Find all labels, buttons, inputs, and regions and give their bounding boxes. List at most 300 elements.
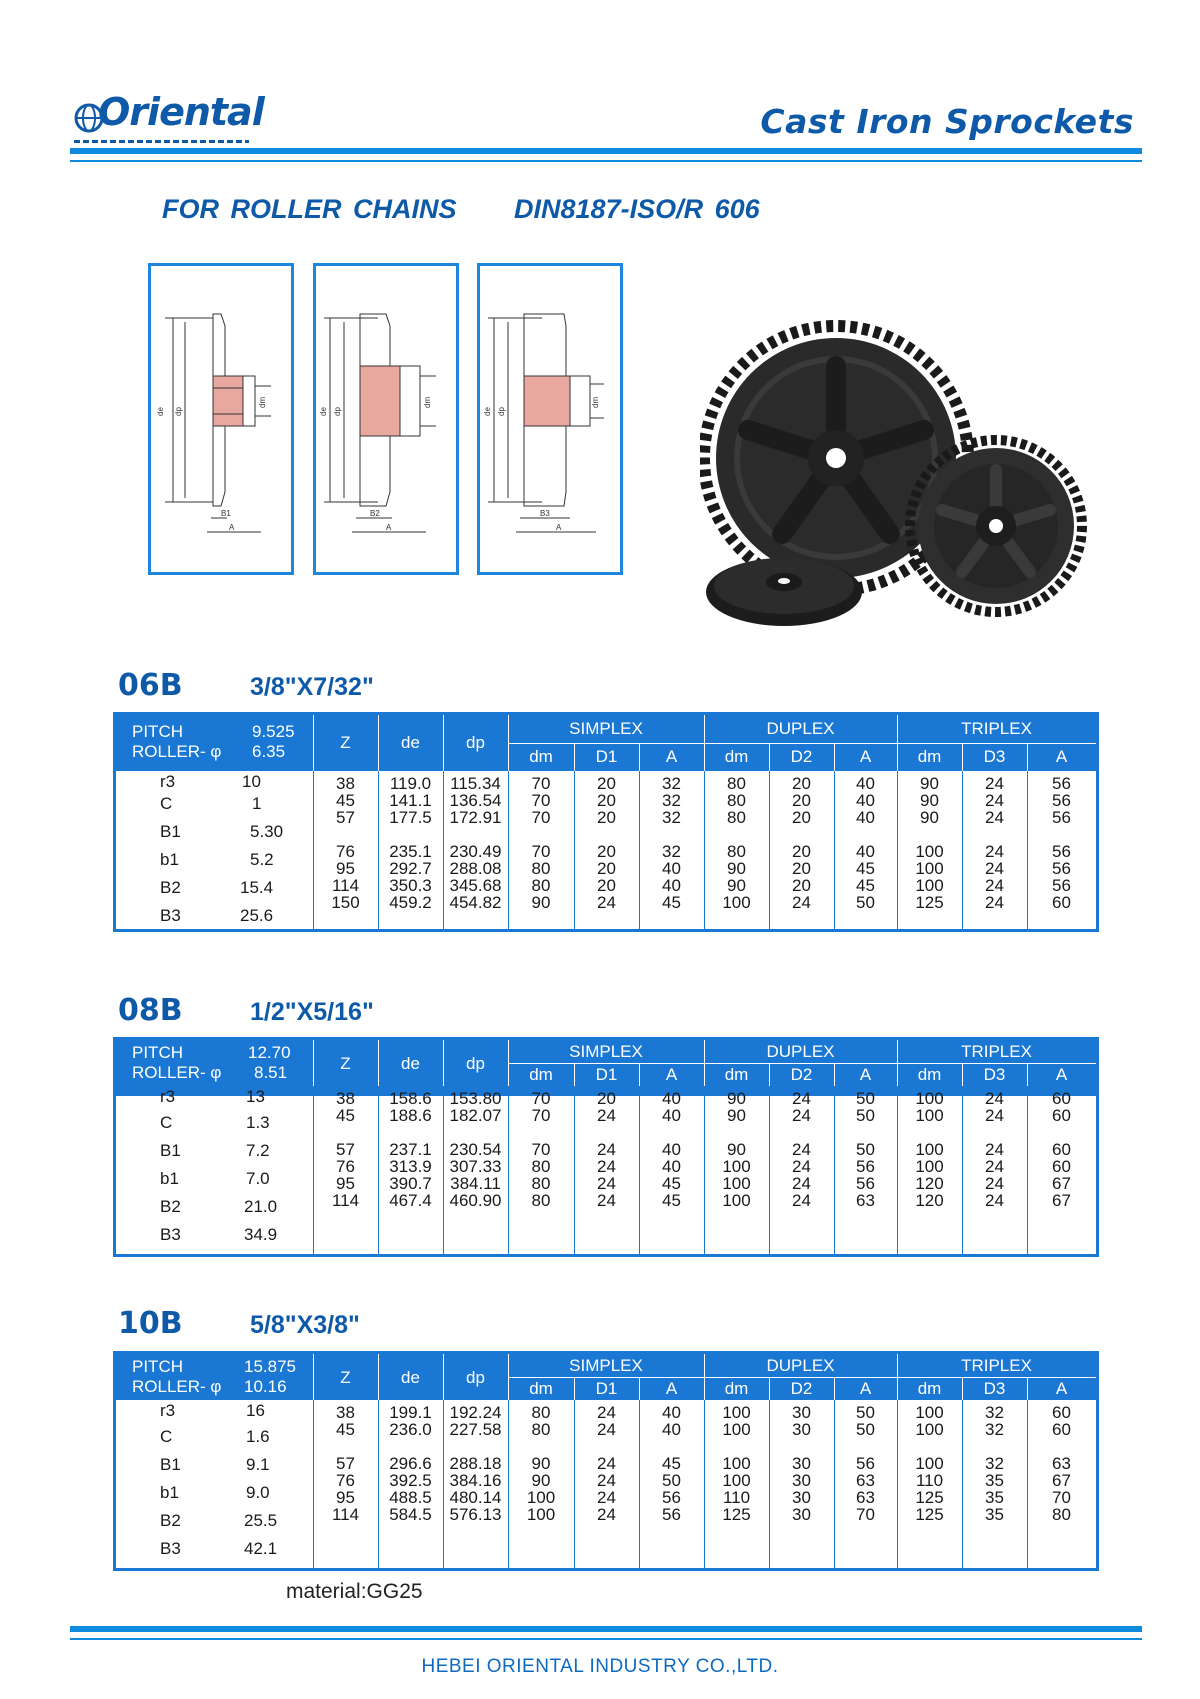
section-code: 06B: [118, 668, 183, 703]
table-cell: 100: [526, 1488, 556, 1507]
table-cell: 20: [792, 774, 811, 793]
col-dm: dm: [724, 747, 749, 766]
col-a: A: [859, 747, 872, 766]
param-label: B2: [160, 878, 181, 897]
spec-table-10b: [113, 1351, 1099, 1571]
table-cell: 40: [856, 774, 875, 793]
table-cell: 32: [662, 774, 681, 793]
table-cell: 24: [597, 1454, 616, 1473]
table-cell: 125: [915, 893, 944, 912]
table-cell: 45: [336, 1106, 355, 1125]
col-simplex: SIMPLEX: [569, 719, 643, 738]
table-cell: 384.16: [449, 1471, 502, 1490]
table-cell: 199.1: [389, 1403, 432, 1422]
col-d3: D3: [983, 1379, 1006, 1398]
param-label: C: [160, 1427, 173, 1446]
param-value: 1: [252, 794, 262, 813]
table-cell: 40: [856, 791, 875, 810]
table-cell: 100: [722, 1471, 751, 1490]
footer-rule: [70, 1626, 1142, 1632]
table-cell: 45: [336, 791, 355, 810]
table-cell: 57: [336, 1454, 355, 1473]
table-cell: 57: [336, 808, 355, 827]
col-d1: D1: [595, 747, 618, 766]
table-cell: 35: [985, 1471, 1004, 1490]
table-cell: 60: [1052, 1157, 1071, 1176]
param-value: 16: [246, 1401, 265, 1420]
table-cell: 24: [792, 1106, 811, 1125]
col-a: A: [1055, 1379, 1068, 1398]
table-cell: 76: [336, 1471, 355, 1490]
table-cell: 40: [662, 1089, 681, 1108]
col-de: de: [401, 1054, 420, 1073]
table-cell: 136.54: [449, 791, 502, 810]
table-cell: 70: [856, 1505, 875, 1524]
table-cell: 237.1: [389, 1140, 432, 1159]
svg-text:de: de: [483, 407, 492, 416]
table-cell: 100: [915, 1420, 944, 1439]
table-cell: 30: [792, 1420, 811, 1439]
col-dm: dm: [529, 1065, 553, 1084]
header-rule: [70, 148, 1142, 154]
col-de: de: [401, 733, 420, 752]
table-cell: 45: [336, 1420, 355, 1439]
table-cell: 100: [722, 1403, 751, 1422]
col-d2: D2: [790, 1379, 813, 1398]
table-cell: 20: [597, 1089, 616, 1108]
param-label: B1: [160, 822, 181, 841]
table-cell: 227.58: [449, 1420, 502, 1439]
table-cell: 40: [662, 1420, 681, 1439]
table-cell: 80: [531, 1420, 551, 1439]
table-cell: 56: [662, 1505, 681, 1524]
table-cell: 288.18: [449, 1454, 502, 1473]
col-dm: dm: [529, 747, 553, 766]
material-note: material:GG25: [286, 1580, 423, 1603]
subtitle: [162, 194, 760, 225]
table-cell: 40: [662, 1157, 681, 1176]
table-cell: 63: [856, 1488, 875, 1507]
roller-value: 8.51: [254, 1063, 288, 1082]
table-cell: 80: [531, 876, 551, 895]
pitch-label: PITCH: [132, 1357, 183, 1376]
table-cell: 56: [856, 1174, 875, 1193]
param-label: C: [160, 794, 173, 813]
col-a: A: [859, 1065, 872, 1084]
col-triplex: TRIPLEX: [961, 719, 1032, 738]
table-cell: 115.34: [450, 774, 501, 793]
table-cell: 35: [985, 1505, 1004, 1524]
table-cell: 67: [1052, 1471, 1071, 1490]
table-cell: 50: [856, 1089, 875, 1108]
table-cell: 114: [331, 1505, 360, 1524]
svg-text:A: A: [386, 523, 392, 532]
table-cell: 392.5: [389, 1471, 432, 1490]
svg-text:A: A: [556, 523, 562, 532]
table-cell: 20: [597, 842, 616, 861]
table-cell: 60: [1052, 1089, 1071, 1108]
col-dm: dm: [917, 747, 942, 766]
table-cell: 390.7: [389, 1174, 432, 1193]
table-cell: 40: [662, 876, 681, 895]
pitch-value: 9.525: [252, 722, 295, 741]
param-value: 5.30: [250, 822, 284, 841]
table-cell: 20: [597, 808, 616, 827]
svg-text:B1: B1: [221, 509, 231, 518]
table-cell: 345.68: [449, 876, 502, 895]
table-cell: 100: [722, 1191, 751, 1210]
table-cell: 95: [336, 1174, 355, 1193]
col-a: A: [1055, 747, 1068, 766]
table-cell: 24: [792, 1174, 811, 1193]
table-cell: 153.80: [449, 1089, 502, 1108]
table-cell: 80: [727, 808, 746, 827]
table-cell: 45: [662, 893, 681, 912]
table-cell: 45: [662, 1174, 681, 1193]
table-cell: 100: [915, 876, 944, 895]
col-duplex: DUPLEX: [766, 719, 835, 738]
col-z: Z: [340, 1054, 351, 1073]
table-cell: 100: [915, 842, 944, 861]
table-cell: 80: [727, 791, 746, 810]
table-cell: 90: [727, 1140, 746, 1159]
param-label: B1: [160, 1455, 181, 1474]
table-cell: 63: [856, 1471, 875, 1490]
header-rule-thin: [70, 160, 1142, 162]
table-cell: 60: [1052, 1140, 1071, 1159]
table-cell: 24: [792, 1089, 811, 1108]
svg-text:de: de: [319, 407, 328, 416]
svg-text:B3: B3: [540, 509, 550, 518]
table-cell: 110: [915, 1471, 944, 1490]
table-cell: 24: [985, 1140, 1004, 1159]
table-cell: 90: [727, 859, 746, 878]
table-cell: 230.54: [449, 1140, 502, 1159]
table-cell: 56: [1052, 774, 1071, 793]
col-triplex: TRIPLEX: [961, 1042, 1032, 1061]
table-cell: 100: [915, 1403, 944, 1422]
pitch-label: PITCH: [132, 1043, 183, 1062]
pitch-value: 15.875: [244, 1357, 296, 1376]
table-cell: 45: [856, 859, 875, 878]
duplex-drawing: [313, 263, 459, 575]
table-cell: 80: [531, 859, 551, 878]
param-value: 9.0: [246, 1483, 270, 1502]
pitch-label: PITCH: [132, 722, 183, 741]
table-cell: 70: [531, 774, 551, 793]
param-value: 1.6: [246, 1427, 270, 1446]
table-cell: 141.1: [389, 791, 432, 810]
table-cell: 125: [915, 1488, 944, 1507]
table-cell: 63: [856, 1191, 875, 1210]
table-cell: 307.33: [449, 1157, 502, 1176]
param-label: B1: [160, 1141, 181, 1160]
table-cell: 80: [727, 842, 746, 861]
table-cell: 56: [1052, 859, 1071, 878]
subtitle-chains: FOR ROLLER CHAINS: [162, 194, 457, 224]
col-a: A: [665, 747, 678, 766]
table-cell: 90: [531, 1471, 551, 1490]
table-cell: 100: [722, 893, 751, 912]
svg-text:dp: dp: [333, 407, 342, 416]
section-dimensions: 5/8"X3/8": [250, 1311, 360, 1339]
table-cell: 24: [597, 893, 616, 912]
spec-table-08b: [113, 1037, 1099, 1257]
table-cell: 40: [662, 1140, 681, 1159]
brand-name: Oriental: [98, 90, 264, 134]
table-cell: 158.6: [389, 1089, 432, 1108]
table-cell: 50: [856, 1420, 875, 1439]
param-value: 42.1: [244, 1539, 278, 1558]
table-cell: 172.91: [449, 808, 502, 827]
table-cell: 100: [915, 1089, 944, 1108]
col-dm: dm: [917, 1379, 942, 1398]
table-cell: 24: [597, 1420, 616, 1439]
table-cell: 100: [526, 1505, 556, 1524]
table-cell: 60: [1052, 893, 1071, 912]
table-cell: 20: [792, 876, 811, 895]
table-cell: 90: [727, 876, 746, 895]
table-cell: 56: [856, 1157, 875, 1176]
table-cell: 20: [597, 859, 616, 878]
param-label: r3: [160, 1087, 176, 1106]
svg-text:dp: dp: [497, 407, 506, 416]
table-cell: 80: [531, 1191, 551, 1210]
table-cell: 20: [597, 774, 616, 793]
table-cell: 30: [792, 1403, 811, 1422]
table-cell: 30: [792, 1471, 811, 1490]
table-cell: 114: [331, 876, 360, 895]
col-dm: dm: [724, 1379, 749, 1398]
table-cell: 70: [531, 808, 551, 827]
table-cell: 38: [336, 1089, 355, 1108]
param-label: B2: [160, 1511, 181, 1530]
param-value: 9.1: [246, 1455, 270, 1474]
table-cell: 384.11: [450, 1174, 501, 1193]
table-cell: 80: [531, 1157, 551, 1176]
table-cell: 76: [336, 1157, 355, 1176]
table-cell: 119.0: [389, 774, 432, 793]
table-cell: 24: [597, 1488, 616, 1507]
table-cell: 56: [1052, 842, 1071, 861]
triplex-drawing: [477, 263, 623, 575]
roller-value: 10.16: [244, 1377, 287, 1396]
param-label: B2: [160, 1197, 181, 1216]
table-cell: 50: [856, 893, 875, 912]
table-cell: 24: [597, 1471, 616, 1490]
table-cell: 57: [336, 1140, 355, 1159]
col-a: A: [665, 1065, 678, 1084]
svg-text:dm: dm: [423, 396, 432, 408]
col-triplex: TRIPLEX: [961, 1356, 1032, 1375]
table-cell: 125: [915, 1505, 944, 1524]
table-cell: 292.7: [389, 859, 432, 878]
svg-text:dm: dm: [258, 396, 267, 408]
col-dp: dp: [466, 1368, 485, 1387]
table-cell: 235.1: [389, 842, 432, 861]
roller-label: ROLLER- φ: [132, 1377, 222, 1396]
table-cell: 24: [985, 1191, 1004, 1210]
param-value: 7.0: [246, 1169, 270, 1188]
table-cell: 20: [792, 859, 811, 878]
table-cell: 32: [985, 1403, 1004, 1422]
table-cell: 40: [662, 859, 681, 878]
table-cell: 24: [597, 1174, 616, 1193]
table-cell: 24: [985, 791, 1004, 810]
table-cell: 32: [985, 1454, 1004, 1473]
col-duplex: DUPLEX: [766, 1042, 835, 1061]
section-dimensions: 3/8"X7/32": [250, 673, 374, 701]
table-cell: 230.49: [449, 842, 502, 861]
col-duplex: DUPLEX: [766, 1356, 835, 1375]
table-cell: 30: [792, 1488, 811, 1507]
table-cell: 120: [915, 1174, 944, 1193]
table-cell: 24: [792, 1140, 811, 1159]
footer-rule-thin: [70, 1638, 1142, 1640]
table-cell: 454.82: [449, 893, 502, 912]
table-cell: 24: [985, 842, 1004, 861]
table-cell: 76: [336, 842, 355, 861]
table-cell: 90: [531, 893, 551, 912]
table-cell: 24: [597, 1403, 616, 1422]
table-cell: 56: [1052, 791, 1071, 810]
table-cell: 90: [531, 1454, 551, 1473]
table-cell: 95: [336, 1488, 355, 1507]
col-dm: dm: [724, 1065, 749, 1084]
table-cell: 95: [336, 859, 355, 878]
table-cell: 576.13: [449, 1505, 502, 1524]
param-label: B3: [160, 1539, 181, 1558]
table-cell: 32: [985, 1420, 1004, 1439]
table-cell: 192.24: [449, 1403, 502, 1422]
svg-text:B2: B2: [370, 509, 380, 518]
table-cell: 150: [331, 893, 360, 912]
param-label: r3: [160, 772, 176, 791]
param-value: 15.4: [240, 878, 274, 897]
table-cell: 56: [662, 1488, 681, 1507]
table-cell: 63: [1052, 1454, 1071, 1473]
table-cell: 24: [985, 808, 1004, 827]
table-cell: 50: [856, 1140, 875, 1159]
col-a: A: [665, 1379, 678, 1398]
table-cell: 70: [1052, 1488, 1071, 1507]
table-cell: 24: [597, 1140, 616, 1159]
col-dm: dm: [529, 1379, 553, 1398]
table-cell: 32: [662, 791, 681, 810]
table-cell: 45: [662, 1454, 681, 1473]
table-cell: 38: [336, 1403, 355, 1422]
table-cell: 90: [727, 1106, 746, 1125]
col-d3: D3: [983, 747, 1006, 766]
table-cell: 236.0: [389, 1420, 432, 1439]
table-cell: 80: [1052, 1505, 1071, 1524]
table-cell: 288.08: [449, 859, 502, 878]
table-cell: 70: [531, 1089, 551, 1108]
table-cell: 32: [662, 808, 681, 827]
table-cell: 90: [920, 774, 939, 793]
table-cell: 584.5: [389, 1505, 432, 1524]
svg-text:dm: dm: [591, 396, 600, 408]
table-cell: 488.5: [389, 1488, 432, 1507]
param-value: 5.2: [250, 850, 274, 869]
pitch-value: 12.70: [248, 1043, 291, 1062]
table-cell: 24: [597, 1157, 616, 1176]
roller-value: 6.35: [252, 742, 286, 761]
table-cell: 20: [597, 876, 616, 895]
param-value: 10: [242, 772, 261, 791]
col-d2: D2: [790, 1065, 813, 1084]
table-cell: 45: [662, 1191, 681, 1210]
section-code: 08B: [118, 993, 183, 1028]
table-cell: 56: [856, 1454, 875, 1473]
col-a: A: [1055, 1065, 1068, 1084]
table-cell: 177.5: [389, 808, 432, 827]
table-cell: 80: [531, 1174, 551, 1193]
table-cell: 90: [727, 1089, 746, 1108]
table-cell: 100: [915, 1157, 944, 1176]
table-cell: 100: [722, 1420, 751, 1439]
table-cell: 110: [722, 1488, 751, 1507]
table-cell: 60: [1052, 1403, 1071, 1422]
table-cell: 24: [597, 1106, 616, 1125]
table-cell: 114: [331, 1191, 360, 1210]
table-cell: 120: [915, 1191, 944, 1210]
table-cell: 30: [792, 1454, 811, 1473]
table-cell: 296.6: [389, 1454, 432, 1473]
col-z: Z: [340, 733, 351, 752]
param-value: 25.6: [240, 906, 274, 925]
table-cell: 313.9: [389, 1157, 432, 1176]
param-value: 21.0: [244, 1197, 278, 1216]
table-cell: 56: [1052, 808, 1071, 827]
roller-label: ROLLER- φ: [132, 742, 222, 761]
table-cell: 182.07: [449, 1106, 502, 1125]
param-label: b1: [160, 850, 179, 869]
table-cell: 70: [531, 1106, 551, 1125]
table-cell: 40: [662, 1106, 681, 1125]
col-dp: dp: [466, 1054, 485, 1073]
param-value: 25.5: [244, 1511, 278, 1530]
table-cell: 100: [722, 1454, 751, 1473]
spec-table-06b: [113, 712, 1099, 932]
table-cell: 24: [985, 876, 1004, 895]
param-label: B3: [160, 906, 181, 925]
table-cell: 20: [792, 842, 811, 861]
table-cell: 80: [531, 1403, 551, 1422]
table-cell: 24: [792, 1191, 811, 1210]
table-cell: 40: [856, 842, 875, 861]
table-cell: 24: [985, 1174, 1004, 1193]
param-label: b1: [160, 1483, 179, 1502]
table-cell: 70: [531, 1140, 551, 1159]
table-cell: 24: [597, 1191, 616, 1210]
svg-text:de: de: [156, 407, 165, 416]
table-cell: 45: [856, 876, 875, 895]
table-cell: 56: [1052, 876, 1071, 895]
table-cell: 24: [792, 893, 811, 912]
table-cell: 460.90: [449, 1191, 502, 1210]
table-cell: 24: [792, 1157, 811, 1176]
page-title: Cast Iron Sprockets: [760, 102, 1134, 141]
simplex-drawing: [148, 263, 294, 575]
svg-text:A: A: [229, 523, 235, 532]
param-label: C: [160, 1113, 173, 1132]
table-cell: 50: [856, 1403, 875, 1422]
table-cell: 188.6: [389, 1106, 432, 1125]
table-cell: 24: [985, 1106, 1004, 1125]
table-cell: 60: [1052, 1420, 1071, 1439]
table-cell: 40: [856, 808, 875, 827]
